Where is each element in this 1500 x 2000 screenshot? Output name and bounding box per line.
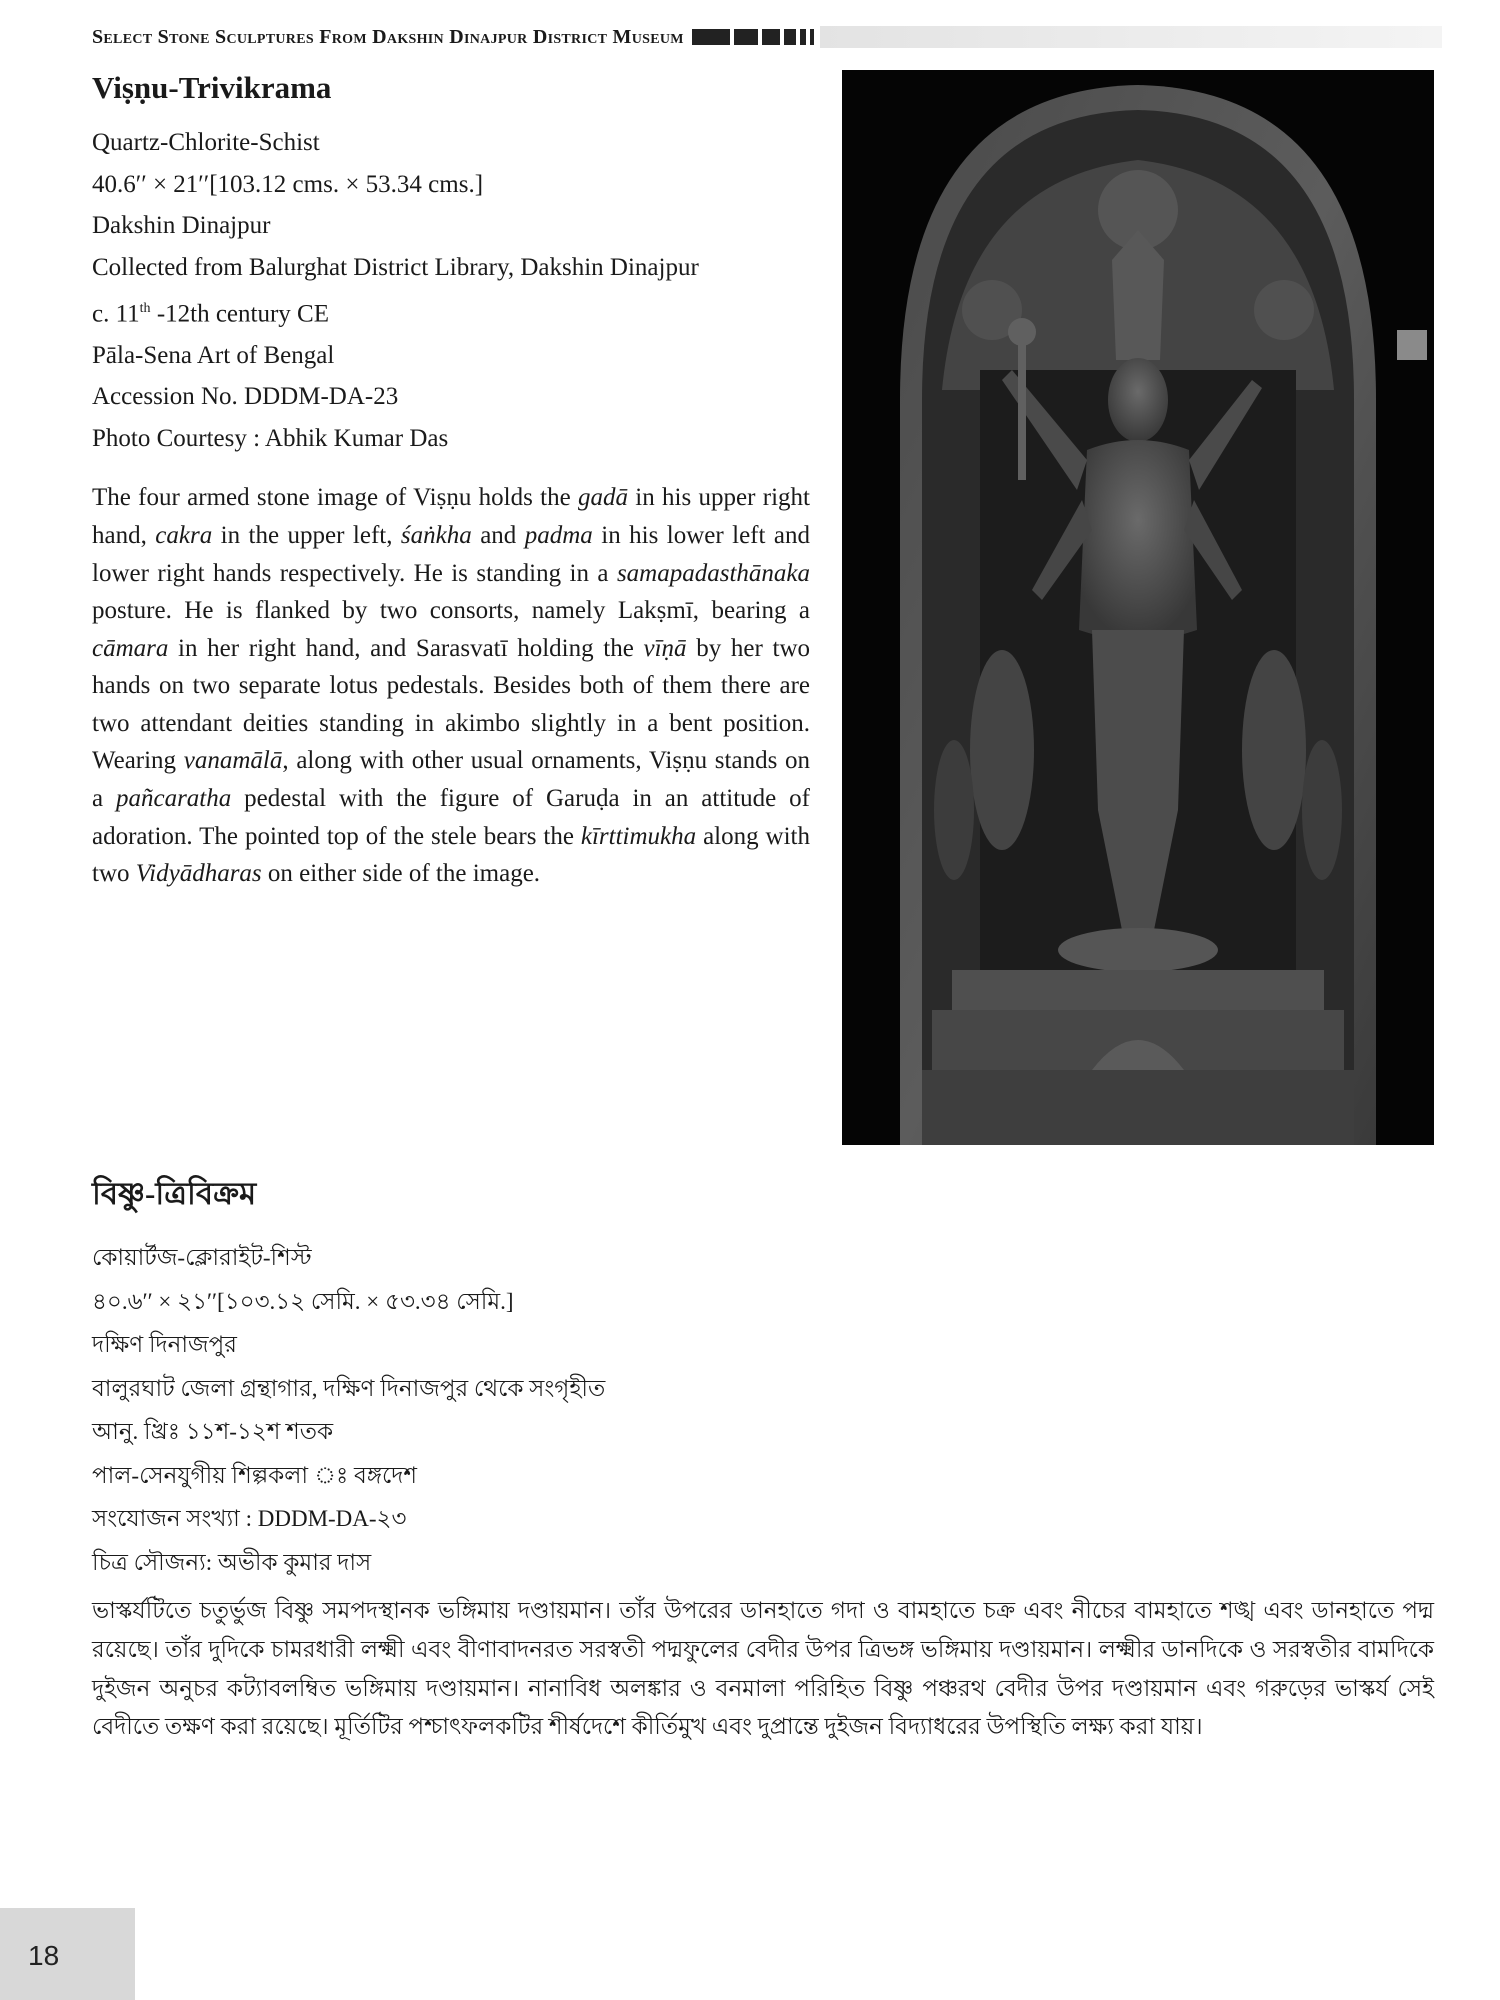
- collected-from: Collected from Balurghat District Library, Dakshin Dinajpur: [92, 253, 699, 281]
- bengali-accession-number: সংযোজন সংখ্যা : DDDM-DA-২৩: [92, 1506, 407, 1531]
- accession-number: Accession No. DDDM-DA-23: [92, 383, 399, 411]
- bengali-art-style: পাল-সেনযুগীয় শিল্পকলা ঃ বঙ্গদেশ: [92, 1462, 417, 1488]
- english-section: [92, 64, 810, 893]
- english-description: The four armed stone image of Viṣṇu holds the gadā in his upper right hand, cakra in the upper left, śaṅkha and padma in his lower left and lower right hands respectively. He is standing in a samapadasthānaka posture. He is flanked by two consorts, namely Lakṣmī, bearing a cāmara in her right hand, and Sarasvatī holding the vīṇā by her two hands on two separate lotus pedestals. Besides both of them there are two attendant deities standing in akimbo slightly in a bent position. Wearing vanamālā, along with other usual ornaments, Viṣṇu stands on a pañcaratha pedestal with the figure of Garuḍa in an attitude of adoration. The pointed top of the stele bears the kīrttimukha along with two Vidyādharas on either side of the image.: [92, 484, 810, 888]
- bengali-place: দক্ষিণ দিনাজপুর: [92, 1332, 237, 1357]
- bengali-title: বিষ্ণু-ত্রিবিক্রম: [92, 1176, 257, 1211]
- bengali-metadata: [92, 1236, 1442, 1584]
- header-fade-bar: [820, 26, 1442, 48]
- page-number-tab: [0, 1908, 135, 2000]
- bengali-date: আনু. খ্রিঃ ১১শ-১২শ শতক: [92, 1419, 334, 1444]
- art-style: Pāla-Sena Art of Bengal: [92, 341, 335, 369]
- running-header: [92, 20, 1442, 54]
- bengali-description: ভাস্কর্যটিতে চতুর্ভুজ বিষ্ণু সমপদস্থানক ভঙ্গিমায় দণ্ডায়মান। তাঁর উপরের ডানহাতে গদা ও বামহাতে চক্র এবং নীচের বামহাতে শঙ্খ এবং ডানহাতে পদ্ম রয়েছে। তাঁর দুদিকে চামরধারী লক্ষ্মী এবং বীণাবাদনরত সরস্বতী পদ্মফুলের বেদীর উপর ত্রিভঙ্গ ভঙ্গিমায় দণ্ডায়মান। লক্ষ্মীর ডানদিকে ও সরস্বতীর বামদিকে দুইজন অনুচর কট্যাবলম্বিত ভঙ্গিমায় দণ্ডায়মান। নানাবিধ অলঙ্কার ও বনমালা পরিহিত বিষ্ণু পঞ্চরথ বেদীর উপর দণ্ডায়মান এবং গরুড়ের ভাস্কর্য সেই বেদীতে তক্ষণ করা রয়েছে। মূর্তিটির পশ্চাৎফলকটির শীর্ষদেশে কীর্তিমুখ এবং দুপ্রান্তে দুইজন বিদ্যাধরের উপস্থিতি লক্ষ্য করা যায়।: [92, 1598, 1434, 1740]
- bengali-collected-from: বালুরঘাট জেলা গ্রন্থাগার, দক্ষিণ দিনাজপুর থেকে সংগৃহীত: [92, 1375, 606, 1401]
- photo-credit: Photo Courtesy : Abhik Kumar Das: [92, 424, 449, 452]
- sculpture-photo: [842, 70, 1434, 1145]
- dimensions: 40.6′′ × 21′′[103.12 cms. × 53.34 cms.]: [92, 170, 484, 198]
- english-title: Viṣṇu-Trivikrama: [92, 70, 332, 105]
- bengali-photo-credit: চিত্র সৌজন্য: অভীক কুমার দাস: [92, 1549, 372, 1575]
- bengali-material: কোয়ার্টজ-ক্লোরাইট-শিস্ট: [92, 1245, 312, 1270]
- place: Dakshin Dinajpur: [92, 212, 271, 239]
- bengali-section: [92, 1160, 1442, 1747]
- english-metadata: [92, 122, 810, 459]
- running-header-title: Select Stone Sculptures From Dakshin Dinajpur District Museum: [92, 25, 684, 48]
- material: Quartz-Chlorite-Schist: [92, 129, 320, 156]
- header-decoration: [692, 29, 818, 45]
- vishnu-stele-image: [842, 70, 1434, 1145]
- bengali-dimensions: ৪০.৬′′ × ২১′′[১০৩.১২ সেমি. × ৫৩.৩৪ সেমি.]: [92, 1288, 514, 1314]
- date: c. 11th -12th century CE: [92, 300, 329, 328]
- page-number: 18: [28, 1940, 60, 1971]
